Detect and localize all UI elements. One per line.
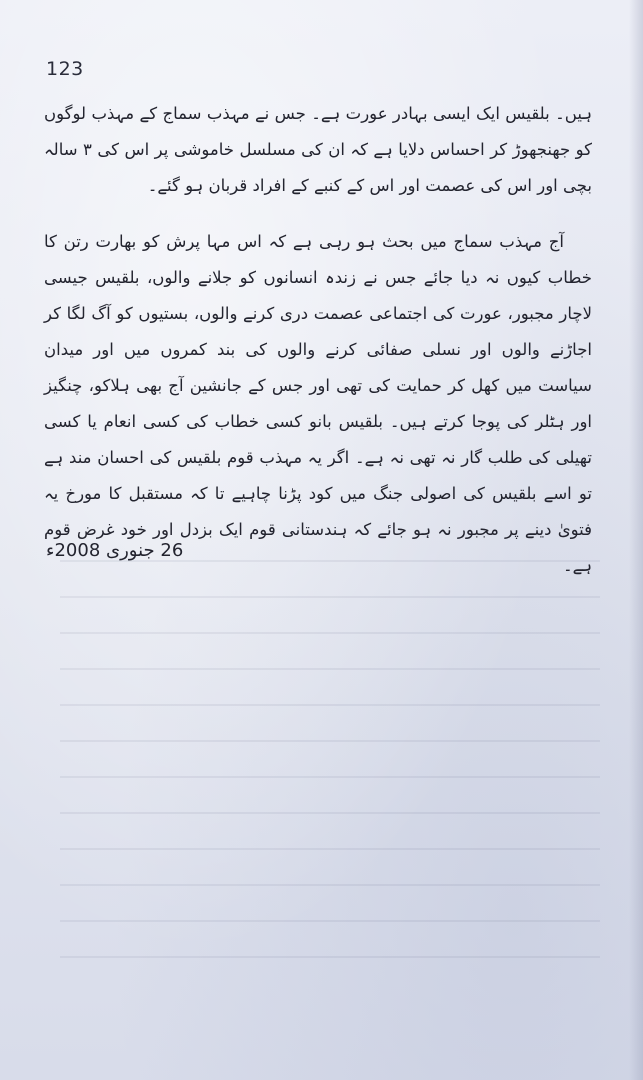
page-edge-shadow xyxy=(629,0,643,1080)
page-number: 123 xyxy=(46,58,84,80)
body-text xyxy=(44,96,592,584)
paragraph-1: ہیں۔ بلقیس ایک ایسی بہادر عورت ہے۔ جس نے مہذب سماج کے مہذب لوگوں کو جھنجھوڑ کر احساس دلایا ہے کہ ان کی مسلسل خاموشی پر اس کی ۳ سالہ بچی اور اس کی عصمت اور اس کے کنبے کے افراد قربان ہو گئے۔ xyxy=(44,104,593,195)
paragraph-2: آج مہذب سماج میں بحث ہو رہی ہے کہ اس مہا پرش کو بھارت رتن کا خطاب کیوں نہ دیا جائے جس نے زندہ انسانوں کو جلانے والوں، بلقیس جیسی لاچار مجبور، عورت کی اجتماعی عصمت دری کرنے والوں، بستیوں کو آگ لگا کر اجاڑنے والوں اور نسلی صفائی کرنے والوں کی بند کمروں میں اور میدان سیاست میں کھل کر حمایت کی تھی اور جس کے جانشین آج بھی ہلاکو، چنگیز اور ہٹلر کی پوجا کرتے ہیں۔ بلقیس بانو کسی خطاب کی کسی انعام یا کسی تھیلی کی طلب گار نہ تھی نہ ہے۔ اگر یہ مہذب قوم بلقیس کی احسان مند ہے تو اسے بلقیس کی اصولی جنگ میں کود پڑنا چاہیے تا کہ مستقبل کا مورخ یہ فتویٰ دینے پر مجبور نہ ہو جائے کہ ہندستانی قوم ایک بزدل اور خود غرض قوم ہے۔ xyxy=(44,232,592,575)
date-line: 26 جنوری 2008ء xyxy=(46,540,184,561)
reverse-side-bleed-through xyxy=(60,560,600,1040)
